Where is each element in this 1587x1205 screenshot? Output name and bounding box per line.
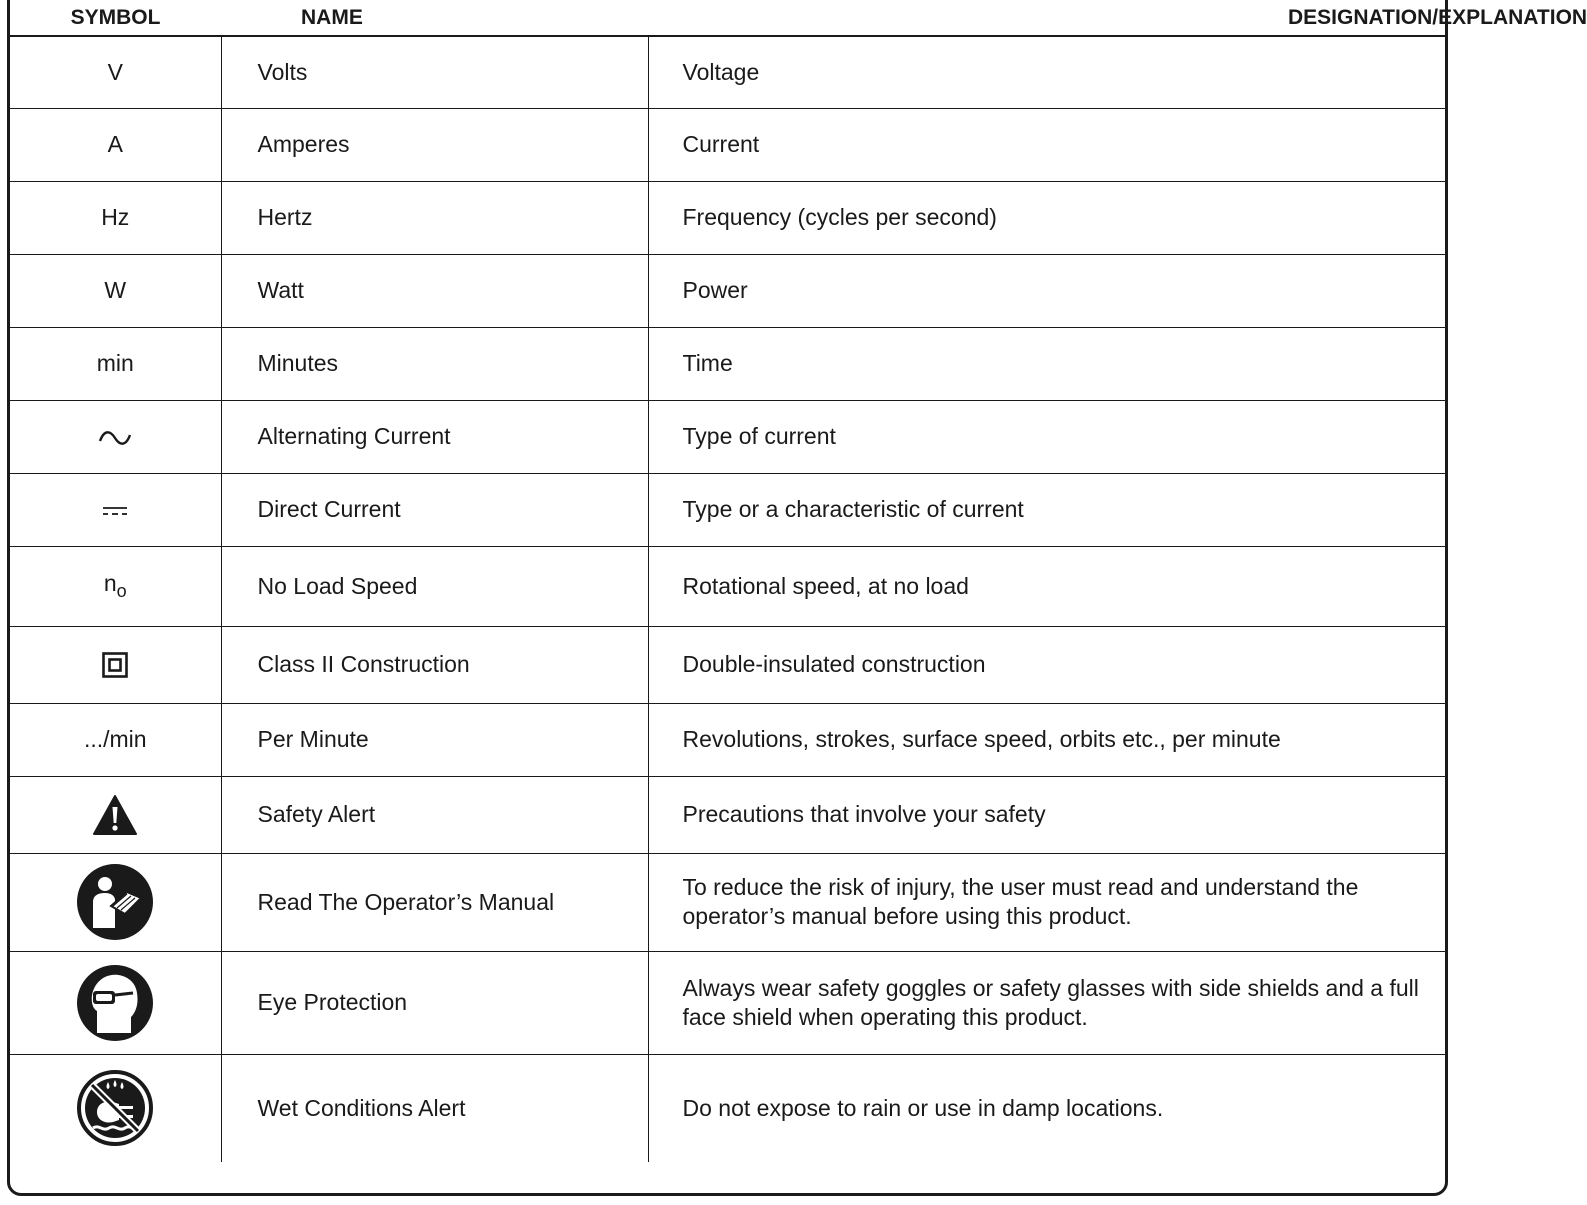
symbols-table — [10, 0, 1587, 1162]
eye-protection-icon — [75, 963, 155, 1043]
explanation-cell: Power — [648, 254, 1445, 327]
explanation-cell: Type or a characteristic of current — [648, 473, 1445, 546]
symbol-cell — [10, 626, 221, 703]
explanation-cell: To reduce the risk of injury, the user must read and understand the operator’s manual before using this product. — [648, 853, 1445, 951]
name-cell: Volts — [221, 36, 648, 108]
symbol-cell — [10, 776, 221, 853]
symbol-cell: Hz — [10, 181, 221, 254]
explanation-cell: Double-insulated construction — [648, 626, 1445, 703]
header-symbol: SYMBOL — [10, 0, 221, 36]
name-cell: Read The Operator’s Manual — [221, 853, 648, 951]
header-explanation: DESIGNATION/EXPLANATION — [648, 0, 1445, 36]
table-row — [10, 327, 1445, 400]
explanation-cell: Frequency (cycles per second) — [648, 181, 1445, 254]
name-cell: Watt — [221, 254, 648, 327]
table-row — [10, 951, 1445, 1054]
name-cell: Direct Current — [221, 473, 648, 546]
explanation-cell: Type of current — [648, 400, 1445, 473]
symbol-subscript: o — [116, 581, 127, 601]
table-row — [10, 626, 1445, 703]
symbol-cell: W — [10, 254, 221, 327]
table-row — [10, 776, 1445, 853]
table-row — [10, 473, 1445, 546]
symbol-cell: A — [10, 108, 221, 181]
explanation-cell: Revolutions, strokes, surface speed, orbits etc., per minute — [648, 703, 1445, 776]
name-cell: Per Minute — [221, 703, 648, 776]
table-row — [10, 254, 1445, 327]
table-row — [10, 181, 1445, 254]
name-cell: Safety Alert — [221, 776, 648, 853]
name-cell: Alternating Current — [221, 400, 648, 473]
explanation-cell: Precautions that involve your safety — [648, 776, 1445, 853]
table-row — [10, 1054, 1445, 1162]
name-cell: Class II Construction — [221, 626, 648, 703]
name-cell: Minutes — [221, 327, 648, 400]
table-row — [10, 703, 1445, 776]
table-row — [10, 108, 1445, 181]
symbol-cell — [10, 400, 221, 473]
table-row — [10, 546, 1445, 626]
name-cell: No Load Speed — [221, 546, 648, 626]
explanation-cell: Current — [648, 108, 1445, 181]
read-manual-icon — [75, 862, 155, 942]
header-name: NAME — [221, 0, 648, 36]
table-row — [10, 36, 1445, 108]
symbol-cell: min — [10, 327, 221, 400]
symbol-cell — [10, 546, 221, 626]
explanation-cell: Always wear safety goggles or safety glasses with side shields and a full face shield when operating this product. — [648, 951, 1445, 1054]
wet-conditions-icon — [75, 1068, 155, 1148]
explanation-cell: Do not expose to rain or use in damp locations. — [682, 1094, 1164, 1121]
symbol-cell — [10, 951, 221, 1054]
name-cell: Eye Protection — [221, 951, 648, 1054]
symbol-cell: .../min — [10, 703, 221, 776]
class-ii-construction-icon — [102, 652, 128, 678]
alternating-current-icon — [98, 428, 132, 448]
symbol-cell — [10, 1054, 221, 1162]
direct-current-icon — [102, 505, 128, 517]
name-cell: Hertz — [221, 181, 648, 254]
explanation-cell: Voltage — [648, 36, 1445, 108]
table-header-row — [10, 0, 1445, 36]
table-row — [10, 400, 1445, 473]
explanation-cell: Rotational speed, at no load — [648, 546, 1445, 626]
symbol-cell — [10, 473, 221, 546]
symbol-cell — [10, 853, 221, 951]
name-cell: Amperes — [221, 108, 648, 181]
symbol-main: n — [103, 570, 117, 596]
explanation-cell: Time — [648, 327, 1445, 400]
symbol-cell: V — [10, 36, 221, 108]
safety-alert-icon — [92, 794, 138, 836]
table-row — [10, 853, 1445, 951]
name-cell: Wet Conditions Alert — [221, 1054, 648, 1162]
